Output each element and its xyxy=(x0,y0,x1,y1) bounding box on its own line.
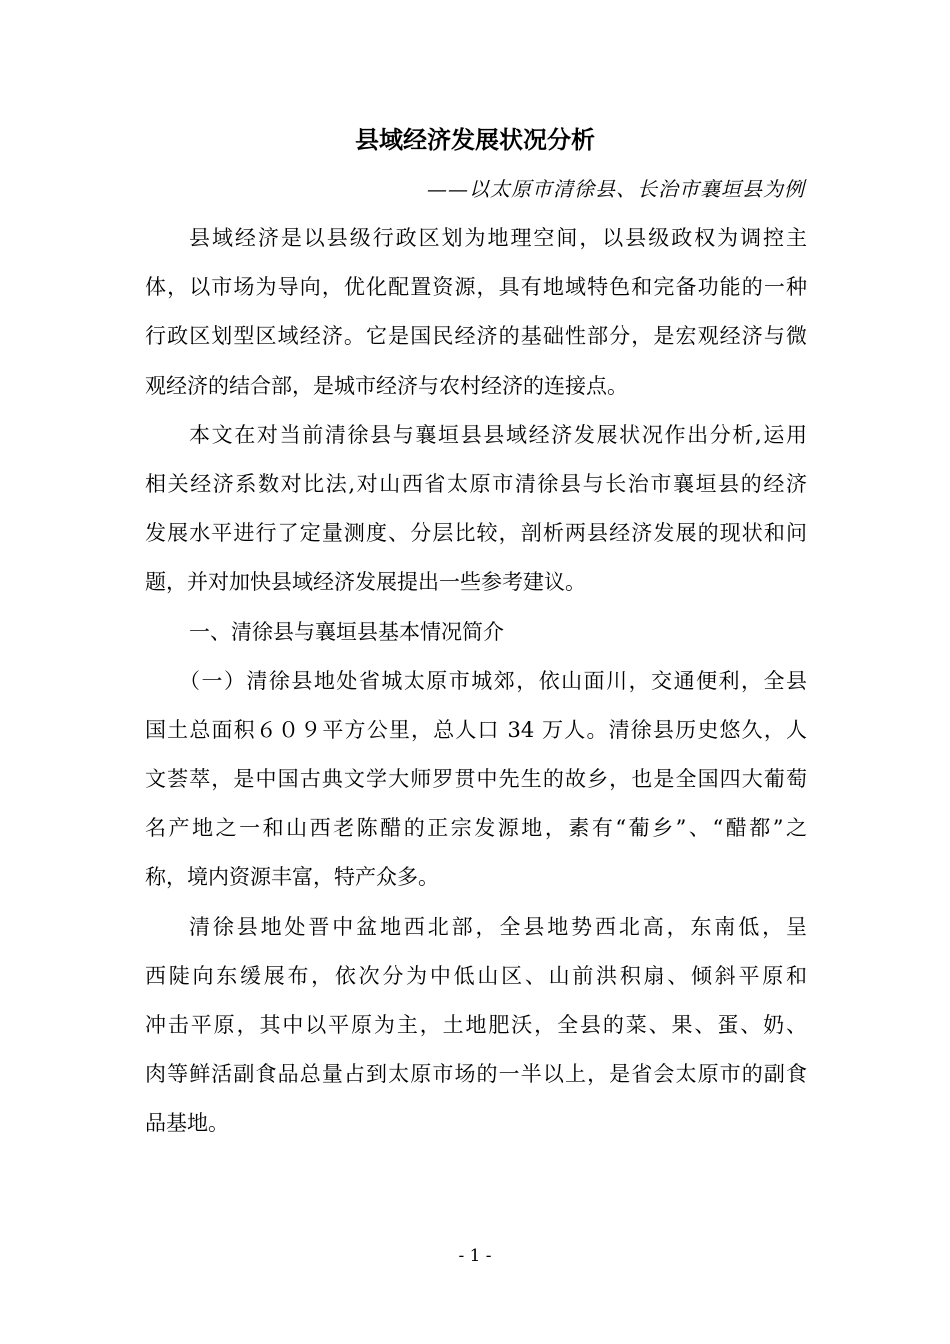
section-heading xyxy=(145,608,807,657)
paragraph-line: 题，并对加快县域经济发展提出一些参考建议。 xyxy=(145,570,586,595)
paragraph-line: 肉等鲜活副食品总量占到太原市场的一半以上，是省会太原市的副食 xyxy=(145,1062,807,1087)
paragraph-line: 国土总面积６０９平方公里，总人口 34 万人。清徐县历史悠久，人 xyxy=(145,717,807,742)
paragraph-line: 清徐县地处晋中盆地西北部，全县地势西北高，东南低，呈 xyxy=(189,914,807,939)
paragraph-line: 县域经济是以县级行政区划为地理空间，以县级政权为调控主 xyxy=(189,226,807,250)
document-title: 县域经济发展状况分析 xyxy=(355,126,595,154)
paragraph-line: 名产地之一和山西老陈醋的正宗发源地，素有“葡乡”、“醋都”之 xyxy=(145,816,807,841)
section-heading-text: 一、清徐县与襄垣县基本情况简介 xyxy=(189,619,504,644)
paragraph-qingxu-geography xyxy=(145,903,807,1149)
paragraph-line: 相关经济系数对比法,对山西省太原市清徐县与长治市襄垣县的经济 xyxy=(145,471,807,496)
paragraph-line: 称，境内资源丰富，特产众多。 xyxy=(145,865,439,890)
document-body xyxy=(145,214,807,1149)
paragraph-line: 发展水平进行了定量测度、分层比较，剖析两县经济发展的现状和问 xyxy=(145,521,807,546)
paragraph-qingxu-overview xyxy=(145,657,807,903)
paragraph-line: 行政区划型区域经济。它是国民经济的基础性部分，是宏观经济与微 xyxy=(145,324,807,349)
paragraph-line: 冲击平原，其中以平原为主，土地肥沃，全县的菜、果、蛋、奶、 xyxy=(145,1013,807,1037)
paragraph-line: 体，以市场为导向，优化配置资源，具有地域特色和完备功能的一种 xyxy=(145,275,807,300)
paragraph-line: 文荟萃，是中国古典文学大师罗贯中先生的故乡，也是全国四大葡萄 xyxy=(145,767,807,792)
paragraph-intro xyxy=(145,214,807,411)
paragraph-line: 西陡向东缓展布，依次分为中低山区、山前洪积扇、倾斜平原和 xyxy=(145,963,807,988)
paragraph-purpose xyxy=(145,411,807,608)
paragraph-line: （一）清徐县地处省城太原市城郊，依山面川，交通便利，全县 xyxy=(179,668,807,693)
paragraph-line: 品基地。 xyxy=(145,1111,229,1136)
paragraph-line: 观经济的结合部，是城市经济与农村经济的连接点。 xyxy=(145,373,628,398)
page-number: - 1 - xyxy=(458,1246,492,1266)
document-subtitle: ——以太原市清徐县、长治市襄垣县为例 xyxy=(427,177,805,201)
paragraph-line: 本文在对当前清徐县与襄垣县县域经济发展状况作出分析,运用 xyxy=(189,422,807,447)
